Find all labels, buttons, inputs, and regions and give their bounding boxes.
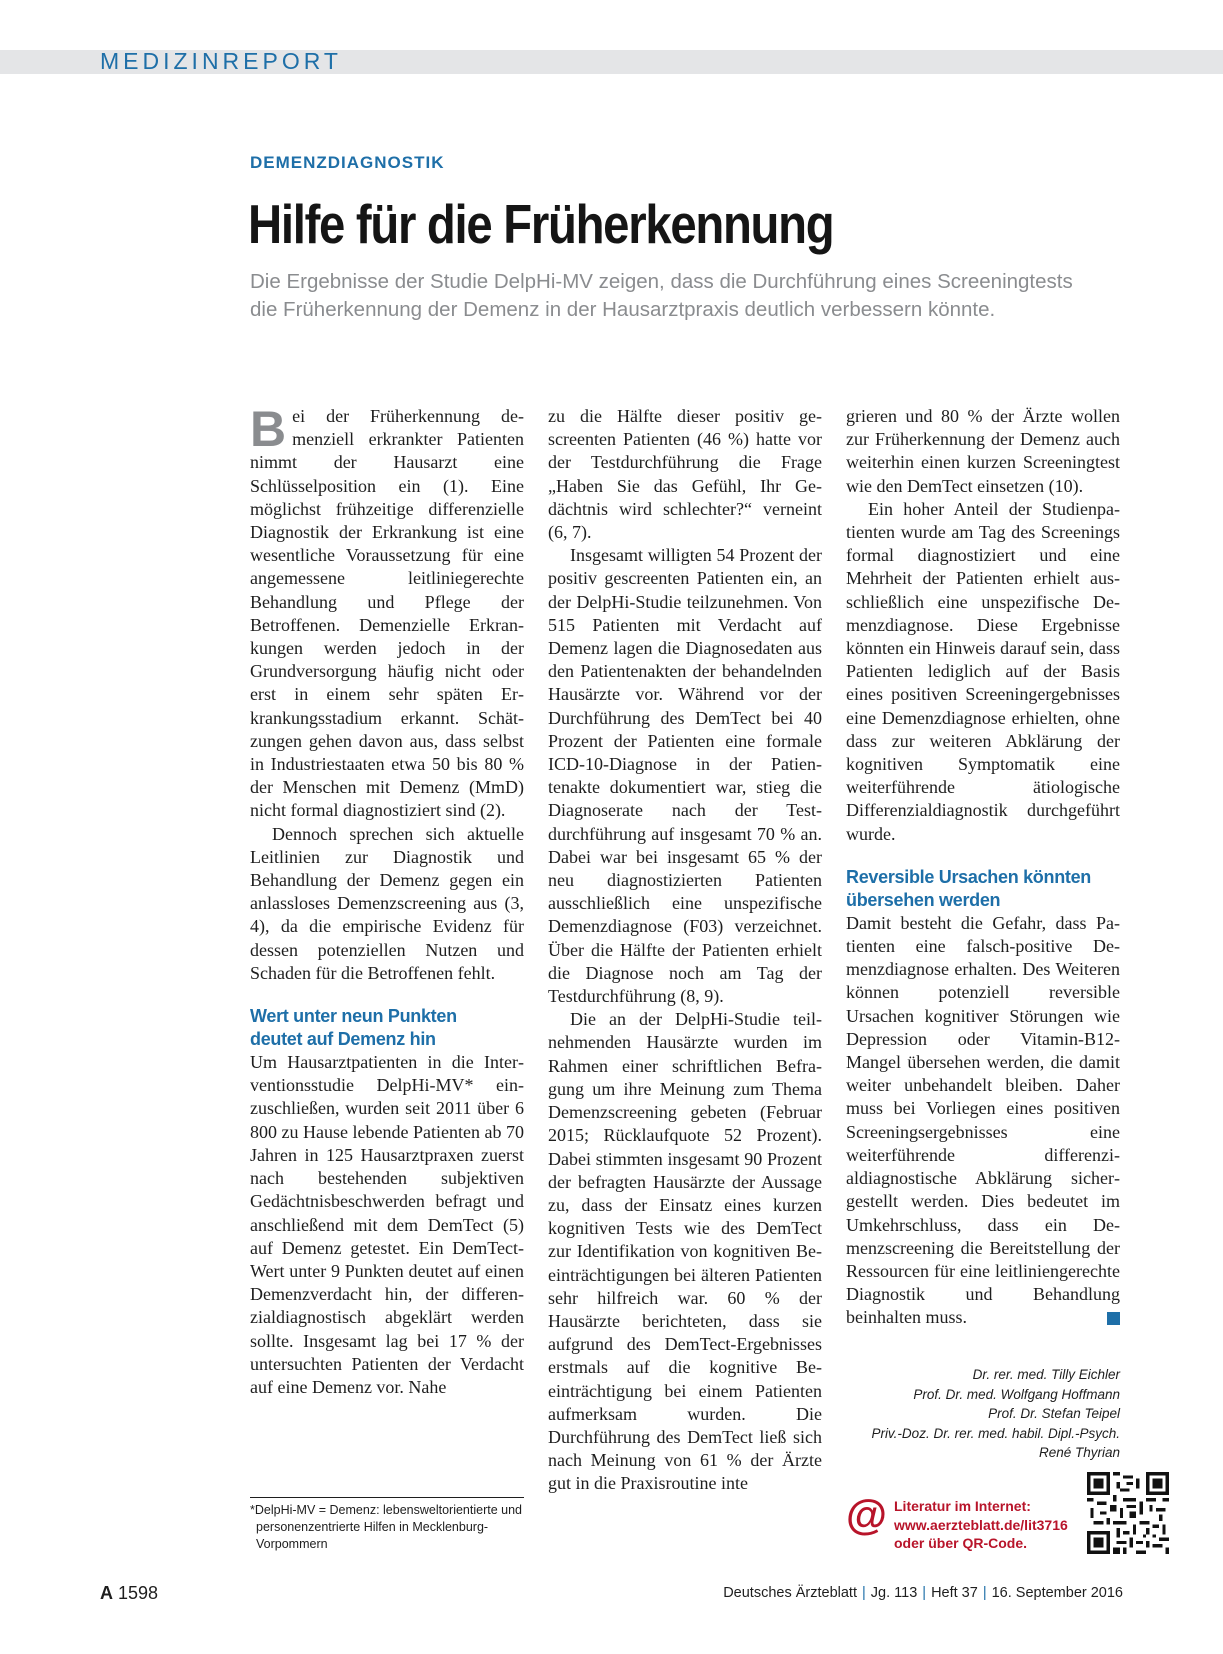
at-sign-icon: @ [846,1491,887,1538]
paragraph-9 [846,912,1120,1330]
paragraph-6: Die an der DelpHi-Studie teilnehmenden Hausärzte wurden im Rahmen einer schriftlichen Befragung um ihre Meinung zum Thema Demenzscreening gebeten (Februar 2015; Rücklaufquote 52 Prozent). Dabei stimmten insgesamt 90 Prozent der befragten Hausärzte der Aussage zu, dass der Einsatz eines kurzen kognitiven Tests wie des DemTect zur Identifikation von kognitiven Beeinträchtigungen bei älteren Patienten sehr hilfreich war. 60 % der Hausärzte berichteten, dass sie aufgrund des DemTect-Ergebnisses erstmals auf die kognitive Beeinträchtigung bei einem Patienten aufmerksam wurden. Die Durchführung des DemTect ließ sich nach Meinung von 61 % der Ärzte gut in die Praxisroutine inte [548,1009,822,1494]
literature-line-1: Literatur im Internet: [894,1498,1031,1514]
paragraph-1 [250,401,524,823]
journal-name: Deutsches Ärzteblatt [723,1585,857,1601]
author-1: Dr. rer. med. Tilly Eichler [972,1367,1120,1382]
qr-code-icon[interactable] [1087,1472,1169,1554]
author-4: Priv.-Doz. Dr. rer. med. habil. Dipl.-Psych. [871,1425,1120,1441]
section-label: MEDIZINREPORT [100,48,342,74]
paragraph-8: Ein hoher Anteil der Studienpatienten wurde am Tag des Screenings formal diagnostiziert und eine Mehrheit der Patienten erhielt ausschließlich eine unspezifische Demenzdiagnose. Diese Ergebnisse könnten ein Hinweis darauf sein, dass Patienten lediglich auf der Basis eines positiven Screeningergebnisses eine Demenzdiagnose erhielten, ohne dass zur weiteren Abklärung der kognitiven Symptomatik eine weiterführende ätiologische Differenzialdiagnostik durchgeführt wurde. [846,498,1120,844]
author-list [846,1365,1120,1463]
drop-cap: B [250,401,287,457]
paragraph-7: grieren und 80 % der Ärzte wollen zur Früherkennung der Demenz auch weiterhin einen kurzen Screeningtest wie den DemTect einsetzen (10). [846,406,1120,496]
subheading-2-line-2: übersehen werden [846,889,1001,910]
literature-text [894,1497,1104,1553]
separator: | [922,1585,927,1601]
subheading-1-line-2: deutet auf Demenz hin [250,1029,436,1050]
column-3 [846,405,1120,1330]
page-number-value: 1598 [118,1583,159,1603]
paragraph-3: Um Hausarztpatienten in die Interventionsstudie DelpHi-MV* einzuschließen, wurden seit 2011 über 6 800 zu Hause lebende Patienten ab 70 Jahren in 125 Hausarztpraxen zuerst nach bestehenden subjektiven Gedächtnisbeschwerden befragt und anschließend mit dem DemTect (5) auf Demenz getestet. Ein DemTect-Wert unter 9 Punkten deutet auf einen Demenzverdacht hin, der differenzialdiagnostisch abgeklärt werden sollte. Insgesamt lag bei 17 % der untersuchten Patienten der Verdacht auf eine Demenz vor. Nahe [250,1052,524,1397]
literature-box [846,1491,1096,1555]
column-1 [250,401,524,1399]
subheading-1 [250,1005,524,1051]
article-lead: Die Ergebnisse der Studie DelpHi-MV zeigen, dass die Durchführung eines Screeningtests die Früherkennung der Demenz in der Hausarztpraxis deutlich verbessern könnte. [250,270,1073,321]
footnote-text: *DelpHi-MV = Demenz: lebensweltorientierte und personenzentrierte Hilfen in Mecklenburg-Vorpommern [250,1503,523,1551]
paragraph-1-text: ei der Früherkennung demenziell erkrankter Patienten nimmt der Hausarzt eine Schlüsselposition ein (1). Eine möglichst frühzeitige differenzielle Diagnostik der Erkrankung ist eine wesentliche Voraussetzung für eine angemessene leitliniegerechte Behandlung und Pflege der Betroffenen. Demenzielle Erkrankungen werden jedoch in der Grundversorgung häufig nicht oder erst in einem sehr späten Erkrankungsstadium erkannt. Schätzungen gehen davon aus, dass selbst in Industriestaaten etwa 50 bis 80 % der Menschen mit Demenz (MmD) nicht formal diagnostiziert sind (2). [250,406,524,821]
literature-line-3: oder über QR-Code. [894,1535,1028,1551]
end-mark-icon [1107,1312,1120,1325]
footnote [250,1497,524,1553]
separator: | [982,1585,987,1601]
journal-issue: Heft 37 [931,1585,978,1601]
paragraph-9-text: Damit besteht die Gefahr, dass Patienten eine falsch-positive Demenzdiagnose erhalten. Des Weiteren können potenziell reversible Ursachen kognitiver Störungen wie Depression oder Vitamin-B12-Mangel übersehen werden, die damit weiter unbehandelt bleiben. Daher muss bei Vorliegen eines positiven Screeningsergebnisses eine weiterführende differenzialdiagnostische Abklärung sichergestellt werden. Dies bedeutet im Umkehrschluss, dass ein Demenzscreening die Bereitstellung der Ressourcen für eine leitliniengerechte Diagnostik und Behandlung beinhalten muss. [846,912,1120,1328]
publication-info [723,1585,1123,1601]
author-2: Prof. Dr. med. Wolfgang Hoffmann [913,1386,1120,1402]
page-prefix: A [100,1583,113,1603]
article-title: Hilfe für die Früherkennung [248,193,834,255]
page-number [100,1583,158,1604]
subheading-2 [846,866,1120,912]
paragraph-4: zu die Hälfte dieser positiv gescreenten Patienten (46 %) hatte vor der Testdurchführung die Frage „Haben Sie das Gefühl, Ihr Gedächtnis wird schlechter?“ verneint (6, 7). [548,406,822,543]
literature-link[interactable]: www.aerzteblatt.de/lit3716 [894,1516,1068,1533]
journal-date: 16. September 2016 [991,1585,1123,1601]
subheading-2-line-1: Reversible Ursachen könnten [846,866,1091,887]
paragraph-5: Insgesamt willigten 54 Prozent der positiv gescreenten Patienten ein, an der DelpHi-Studie teilzunehmen. Von 515 Patienten mit Verdacht auf Demenz lagen die Diagnosedaten aus den Patientenakten der behandelnden Hausärzte vor. Während vor der Durchführung des DemTect bei 40 Prozent der Patienten eine formale ICD-10-Diagnose in der Patientenakte dokumentiert war, stieg die Diagnoserate nach der Testdurchführung auf insgesamt 70 % an. Dabei war bei insgesamt 65 % der neu diagnostizierten Patienten ausschließlich eine unspezifische Demenzdiagnose (F03) verzeichnet. Über die Hälfte der Patienten erhielt die Diagnose noch am Tag der Testdurchführung (8, 9). [548,545,822,1007]
article-kicker: DEMENZDIAGNOSTIK [250,153,445,172]
author-3: Prof. Dr. Stefan Teipel [988,1406,1120,1421]
column-2 [548,405,822,1496]
subheading-1-line-1: Wert unter neun Punkten [250,1006,457,1027]
paragraph-2: Dennoch sprechen sich aktuelle Leitlinien zur Diagnostik und Behandlung der Demenz gegen ein anlassloses Demenzscreening aus (3, 4), da die empirische Evidenz für dessen potenziellen Nutzen und Schaden für die Betroffenen fehlt. [250,823,524,983]
separator: | [862,1585,866,1601]
journal-volume: Jg. 113 [870,1585,918,1601]
author-5: René Thyrian [1038,1445,1120,1460]
